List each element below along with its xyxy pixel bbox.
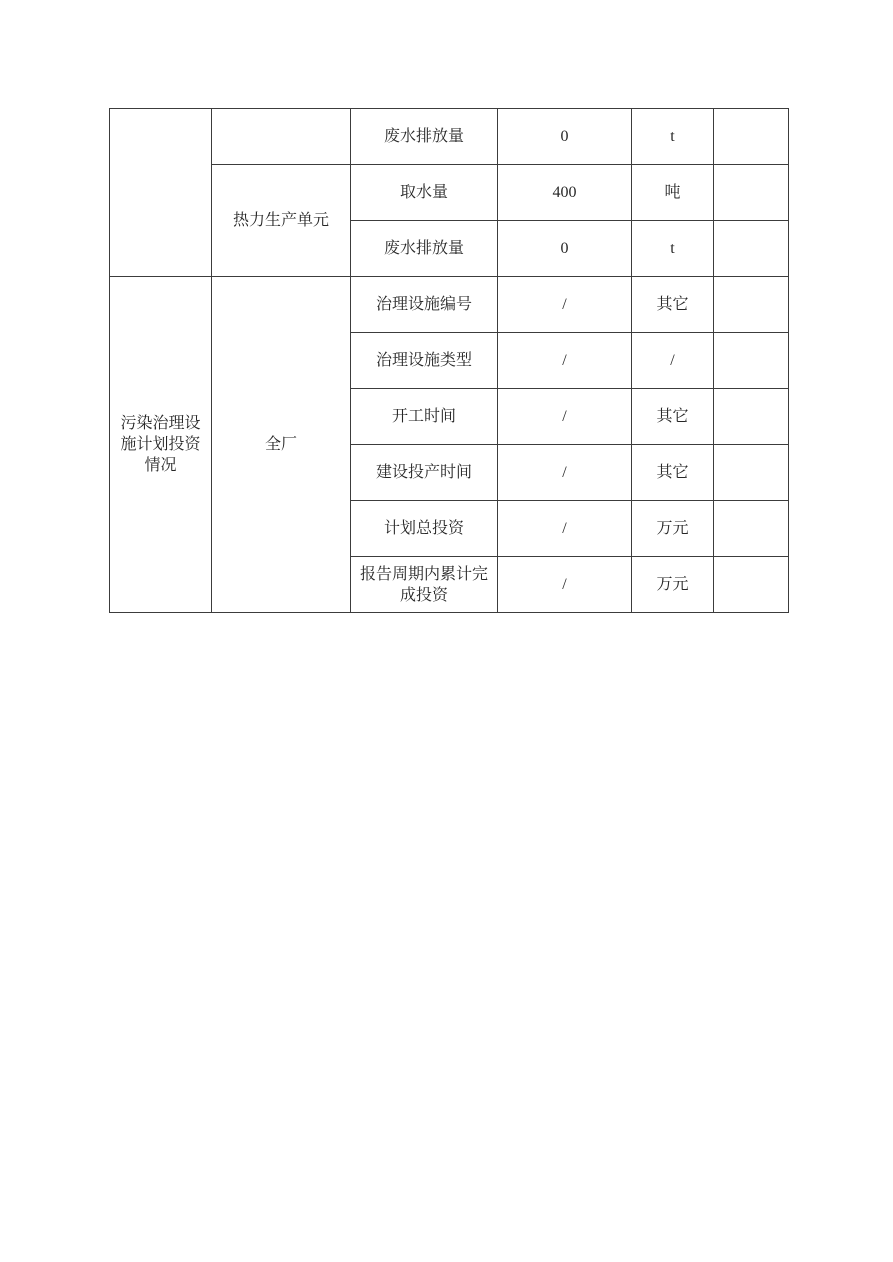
note-cell: [714, 221, 789, 277]
unit-cell: 其它: [632, 445, 714, 501]
note-cell: [714, 389, 789, 445]
section1-category-cell: [110, 109, 212, 277]
section1-group-cell: 热力生产单元: [212, 165, 351, 277]
report-table: [109, 108, 789, 613]
item-cell: 取水量: [351, 165, 498, 221]
section2-category-cell: 污染治理设施计划投资情况: [110, 277, 212, 613]
unit-cell: t: [632, 109, 714, 165]
unit-cell: /: [632, 333, 714, 389]
note-cell: [714, 277, 789, 333]
unit-cell: 万元: [632, 501, 714, 557]
unit-cell: 万元: [632, 557, 714, 613]
item-cell: 废水排放量: [351, 109, 498, 165]
table-row: [110, 277, 789, 333]
unit-cell: 其它: [632, 277, 714, 333]
value-cell: /: [498, 277, 632, 333]
unit-cell: 其它: [632, 389, 714, 445]
item-cell: 建设投产时间: [351, 445, 498, 501]
value-cell: /: [498, 333, 632, 389]
value-cell: /: [498, 389, 632, 445]
item-cell: 废水排放量: [351, 221, 498, 277]
value-cell: /: [498, 557, 632, 613]
note-cell: [714, 501, 789, 557]
table-row: [110, 165, 789, 221]
note-cell: [714, 445, 789, 501]
value-cell: /: [498, 501, 632, 557]
item-cell: 计划总投资: [351, 501, 498, 557]
item-cell: 治理设施编号: [351, 277, 498, 333]
note-cell: [714, 557, 789, 613]
section2-unit-cell: 全厂: [212, 277, 351, 613]
note-cell: [714, 333, 789, 389]
value-cell: /: [498, 445, 632, 501]
value-cell: 0: [498, 221, 632, 277]
note-cell: [714, 109, 789, 165]
note-cell: [714, 165, 789, 221]
value-cell: 400: [498, 165, 632, 221]
unit-cell: 吨: [632, 165, 714, 221]
section1-group-cell-empty: [212, 109, 351, 165]
value-cell: 0: [498, 109, 632, 165]
item-cell: 治理设施类型: [351, 333, 498, 389]
table-row: [110, 109, 789, 165]
item-cell: 报告周期内累计完成投资: [351, 557, 498, 613]
unit-cell: t: [632, 221, 714, 277]
item-cell: 开工时间: [351, 389, 498, 445]
